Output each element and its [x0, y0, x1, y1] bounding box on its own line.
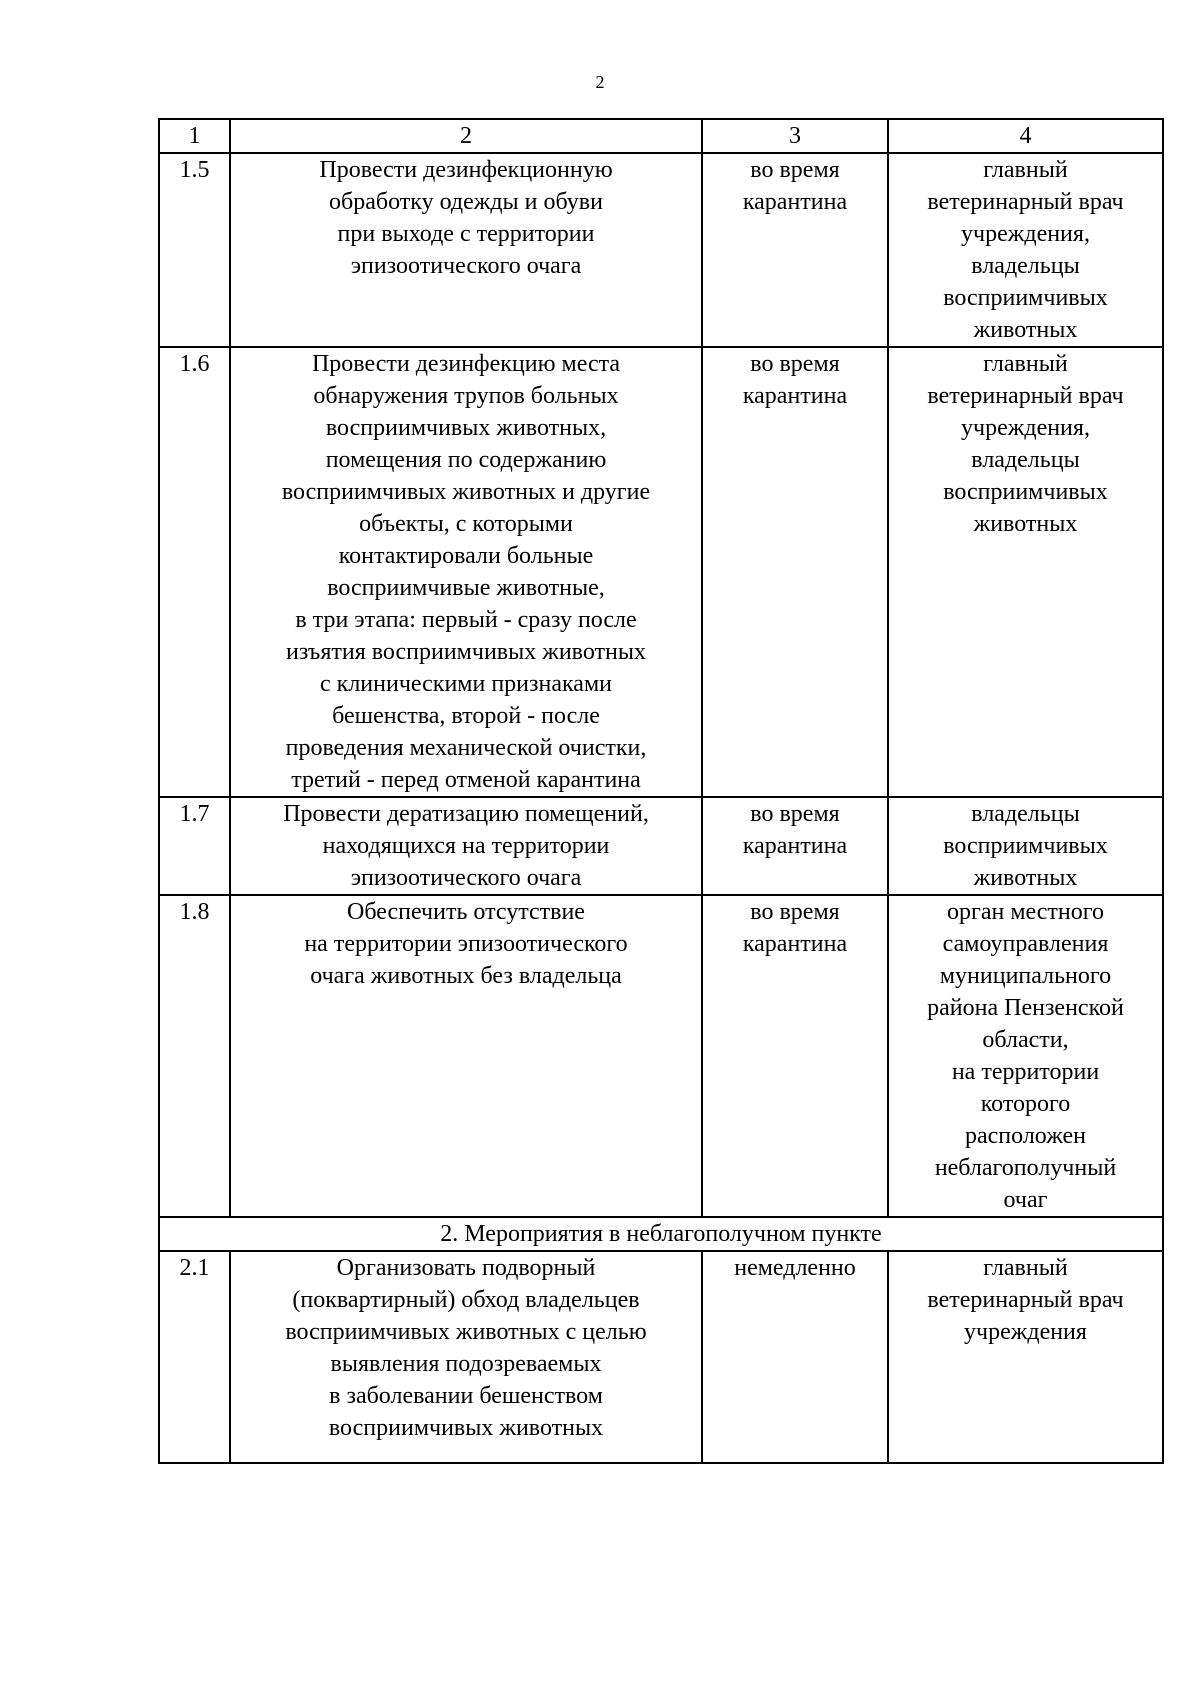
table-row [159, 1251, 1163, 1463]
row-responsible: орган местного самоуправления муниципального района Пензенской области, на территории которого расположен неблагополучный очаг [888, 895, 1163, 1217]
measures-table [158, 118, 1164, 1464]
table-row [159, 895, 1163, 1217]
row-term: немедленно [702, 1251, 888, 1463]
row-term: во время карантина [702, 153, 888, 347]
row-action: Обеспечить отсутствие на территории эпизоотического очага животных без владельца [230, 895, 702, 1217]
row-number: 1.5 [159, 153, 230, 347]
row-responsible: главный ветеринарный врач учреждения, владельцы восприимчивых животных [888, 153, 1163, 347]
table-row [159, 347, 1163, 797]
table-header-row [159, 119, 1163, 153]
row-responsible: владельцы восприимчивых животных [888, 797, 1163, 895]
row-responsible: главный ветеринарный врач учреждения, владельцы восприимчивых животных [888, 347, 1163, 797]
column-header: 2 [230, 119, 702, 153]
row-action: Провести дератизацию помещений, находящихся на территории эпизоотического очага [230, 797, 702, 895]
column-header: 4 [888, 119, 1163, 153]
row-responsible: главный ветеринарный врач учреждения [888, 1251, 1163, 1463]
row-term: во время карантина [702, 347, 888, 797]
row-number: 1.7 [159, 797, 230, 895]
section-title: 2. Мероприятия в неблагополучном пункте [159, 1217, 1163, 1251]
row-term: во время карантина [702, 797, 888, 895]
row-action: Провести дезинфекционную обработку одежды и обуви при выходе с территории эпизоотического очага [230, 153, 702, 347]
row-number: 1.8 [159, 895, 230, 1217]
section-title-row [159, 1217, 1163, 1251]
row-number: 2.1 [159, 1251, 230, 1463]
table-row [159, 797, 1163, 895]
column-header: 3 [702, 119, 888, 153]
row-term: во время карантина [702, 895, 888, 1217]
table-row [159, 153, 1163, 347]
row-action: Провести дезинфекцию места обнаружения трупов больных восприимчивых животных, помещения по содержанию восприимчивых животных и другие объекты, с которыми контактировали больные восприимчивые животные, в три этапа: первый - сразу после изъятия восприимчивых животных с клиническими признаками бешенства, второй - после проведения механической очистки, третий - перед отменой карантина [230, 347, 702, 797]
page-number: 2 [595, 72, 605, 92]
row-number: 1.6 [159, 347, 230, 797]
column-header: 1 [159, 119, 230, 153]
row-action: Организовать подворный (поквартирный) обход владельцев восприимчивых животных с целью выявления подозреваемых в заболевании бешенством восприимчивых животных [230, 1251, 702, 1463]
